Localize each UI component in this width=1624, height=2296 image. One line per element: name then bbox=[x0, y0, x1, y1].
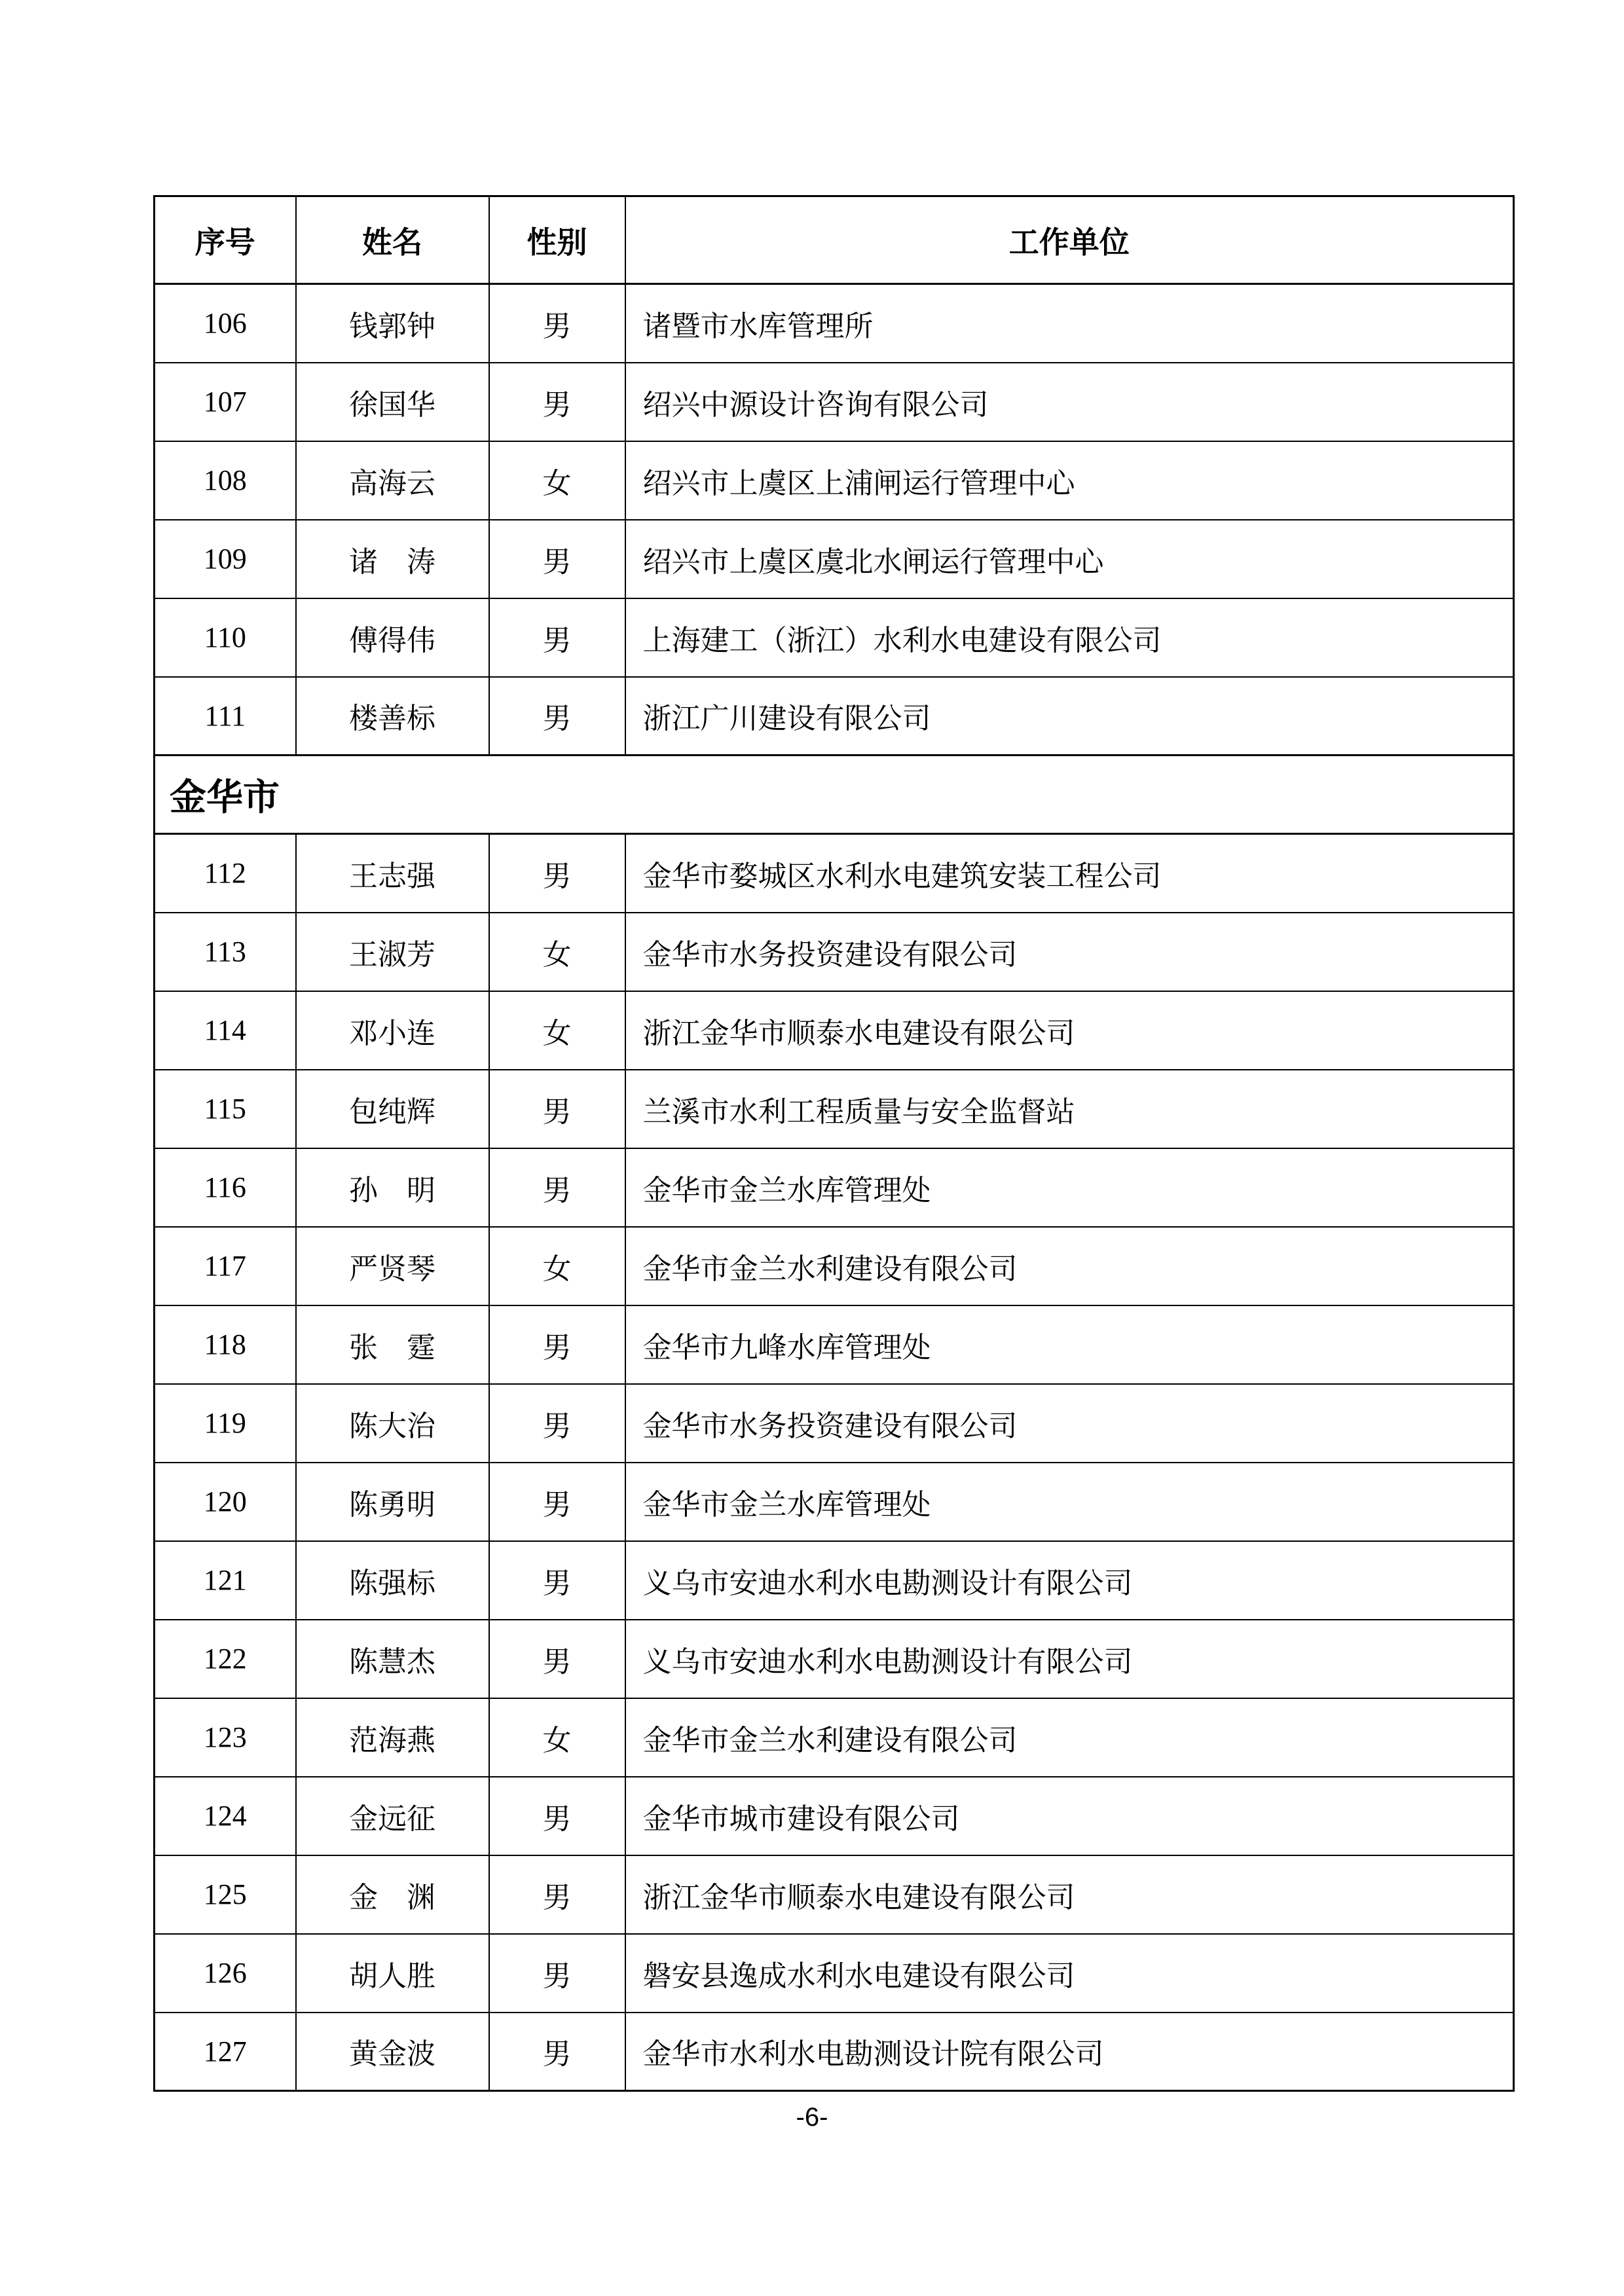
cell-no: 112 bbox=[155, 834, 296, 913]
table-row bbox=[155, 991, 1514, 1070]
cell-gender: 男 bbox=[489, 1620, 625, 1698]
cell-unit: 浙江广川建设有限公司 bbox=[625, 677, 1514, 756]
cell-name: 王志强 bbox=[296, 834, 489, 913]
cell-no: 117 bbox=[155, 1227, 296, 1305]
table-row bbox=[155, 1070, 1514, 1148]
cell-gender: 男 bbox=[489, 1934, 625, 2013]
cell-unit: 金华市水利水电勘测设计院有限公司 bbox=[625, 2013, 1514, 2091]
table-header-row bbox=[155, 196, 1514, 284]
cell-name: 严贤琴 bbox=[296, 1227, 489, 1305]
cell-gender: 女 bbox=[489, 913, 625, 991]
cell-no: 124 bbox=[155, 1777, 296, 1855]
cell-no: 109 bbox=[155, 520, 296, 598]
cell-unit: 金华市水务投资建设有限公司 bbox=[625, 913, 1514, 991]
cell-unit: 金华市九峰水库管理处 bbox=[625, 1305, 1514, 1384]
cell-name: 陈强标 bbox=[296, 1541, 489, 1620]
cell-unit: 金华市金兰水利建设有限公司 bbox=[625, 1227, 1514, 1305]
table-row bbox=[155, 913, 1514, 991]
cell-no: 123 bbox=[155, 1698, 296, 1777]
cell-unit: 浙江金华市顺泰水电建设有限公司 bbox=[625, 991, 1514, 1070]
cell-name: 徐国华 bbox=[296, 363, 489, 441]
table-row bbox=[155, 441, 1514, 520]
cell-name: 黄金波 bbox=[296, 2013, 489, 2091]
cell-gender: 女 bbox=[489, 441, 625, 520]
cell-gender: 男 bbox=[489, 1777, 625, 1855]
cell-name: 楼善标 bbox=[296, 677, 489, 756]
cell-gender: 女 bbox=[489, 1227, 625, 1305]
header-no: 序号 bbox=[155, 196, 296, 284]
cell-no: 118 bbox=[155, 1305, 296, 1384]
table-row bbox=[155, 1777, 1514, 1855]
table-row bbox=[155, 598, 1514, 677]
cell-no: 114 bbox=[155, 991, 296, 1070]
cell-name: 金远征 bbox=[296, 1777, 489, 1855]
table-row bbox=[155, 1620, 1514, 1698]
cell-name: 范海燕 bbox=[296, 1698, 489, 1777]
table-row bbox=[155, 363, 1514, 441]
cell-no: 120 bbox=[155, 1463, 296, 1541]
cell-gender: 男 bbox=[489, 2013, 625, 2091]
cell-name: 张 霆 bbox=[296, 1305, 489, 1384]
cell-gender: 男 bbox=[489, 520, 625, 598]
cell-unit: 金华市金兰水利建设有限公司 bbox=[625, 1698, 1514, 1777]
table-row bbox=[155, 1148, 1514, 1227]
cell-name: 金 渊 bbox=[296, 1855, 489, 1934]
cell-unit: 金华市金兰水库管理处 bbox=[625, 1463, 1514, 1541]
cell-name: 陈勇明 bbox=[296, 1463, 489, 1541]
cell-no: 111 bbox=[155, 677, 296, 756]
cell-gender: 男 bbox=[489, 363, 625, 441]
cell-unit: 诸暨市水库管理所 bbox=[625, 284, 1514, 363]
cell-no: 106 bbox=[155, 284, 296, 363]
cell-name: 陈大治 bbox=[296, 1384, 489, 1463]
cell-gender: 男 bbox=[489, 834, 625, 913]
cell-unit: 绍兴市上虞区上浦闸运行管理中心 bbox=[625, 441, 1514, 520]
cell-gender: 女 bbox=[489, 991, 625, 1070]
cell-no: 126 bbox=[155, 1934, 296, 2013]
table-row bbox=[155, 1855, 1514, 1934]
cell-no: 110 bbox=[155, 598, 296, 677]
cell-no: 107 bbox=[155, 363, 296, 441]
cell-no: 121 bbox=[155, 1541, 296, 1620]
cell-unit: 金华市水务投资建设有限公司 bbox=[625, 1384, 1514, 1463]
section-title: 金华市 bbox=[155, 756, 1514, 834]
cell-no: 115 bbox=[155, 1070, 296, 1148]
cell-gender: 男 bbox=[489, 1855, 625, 1934]
cell-name: 孙 明 bbox=[296, 1148, 489, 1227]
cell-name: 高海云 bbox=[296, 441, 489, 520]
cell-name: 陈慧杰 bbox=[296, 1620, 489, 1698]
cell-no: 125 bbox=[155, 1855, 296, 1934]
cell-gender: 男 bbox=[489, 598, 625, 677]
section-row bbox=[155, 756, 1514, 834]
cell-name: 王淑芳 bbox=[296, 913, 489, 991]
header-unit: 工作单位 bbox=[625, 196, 1514, 284]
cell-name: 诸 涛 bbox=[296, 520, 489, 598]
cell-unit: 兰溪市水利工程质量与安全监督站 bbox=[625, 1070, 1514, 1148]
cell-name: 胡人胜 bbox=[296, 1934, 489, 2013]
cell-unit: 上海建工（浙江）水利水电建设有限公司 bbox=[625, 598, 1514, 677]
header-gender: 性别 bbox=[489, 196, 625, 284]
table-row bbox=[155, 1698, 1514, 1777]
table-row bbox=[155, 834, 1514, 913]
cell-name: 包纯辉 bbox=[296, 1070, 489, 1148]
table-row bbox=[155, 520, 1514, 598]
cell-gender: 男 bbox=[489, 1384, 625, 1463]
cell-gender: 男 bbox=[489, 1148, 625, 1227]
table-row bbox=[155, 284, 1514, 363]
cell-name: 钱郭钟 bbox=[296, 284, 489, 363]
table-row bbox=[155, 1934, 1514, 2013]
cell-gender: 男 bbox=[489, 1305, 625, 1384]
cell-no: 119 bbox=[155, 1384, 296, 1463]
roster-table bbox=[153, 195, 1515, 2092]
cell-unit: 义乌市安迪水利水电勘测设计有限公司 bbox=[625, 1620, 1514, 1698]
cell-unit: 金华市婺城区水利水电建筑安装工程公司 bbox=[625, 834, 1514, 913]
page-number: -6- bbox=[796, 2103, 828, 2132]
table-row bbox=[155, 1305, 1514, 1384]
cell-no: 122 bbox=[155, 1620, 296, 1698]
cell-no: 108 bbox=[155, 441, 296, 520]
cell-unit: 金华市城市建设有限公司 bbox=[625, 1777, 1514, 1855]
cell-unit: 磐安县逸成水利水电建设有限公司 bbox=[625, 1934, 1514, 2013]
table-row bbox=[155, 1227, 1514, 1305]
table-row bbox=[155, 2013, 1514, 2091]
cell-gender: 男 bbox=[489, 1070, 625, 1148]
table-row bbox=[155, 1541, 1514, 1620]
cell-unit: 浙江金华市顺泰水电建设有限公司 bbox=[625, 1855, 1514, 1934]
cell-unit: 绍兴市上虞区虞北水闸运行管理中心 bbox=[625, 520, 1514, 598]
cell-name: 邓小连 bbox=[296, 991, 489, 1070]
cell-unit: 金华市金兰水库管理处 bbox=[625, 1148, 1514, 1227]
roster-body bbox=[155, 284, 1514, 2091]
cell-no: 113 bbox=[155, 913, 296, 991]
cell-unit: 义乌市安迪水利水电勘测设计有限公司 bbox=[625, 1541, 1514, 1620]
cell-gender: 男 bbox=[489, 1541, 625, 1620]
table-row bbox=[155, 677, 1514, 756]
cell-gender: 男 bbox=[489, 284, 625, 363]
cell-gender: 男 bbox=[489, 1463, 625, 1541]
table-row bbox=[155, 1384, 1514, 1463]
table-row bbox=[155, 1463, 1514, 1541]
cell-gender: 女 bbox=[489, 1698, 625, 1777]
header-name: 姓名 bbox=[296, 196, 489, 284]
cell-name: 傅得伟 bbox=[296, 598, 489, 677]
cell-no: 116 bbox=[155, 1148, 296, 1227]
cell-unit: 绍兴中源设计咨询有限公司 bbox=[625, 363, 1514, 441]
cell-no: 127 bbox=[155, 2013, 296, 2091]
cell-gender: 男 bbox=[489, 677, 625, 756]
